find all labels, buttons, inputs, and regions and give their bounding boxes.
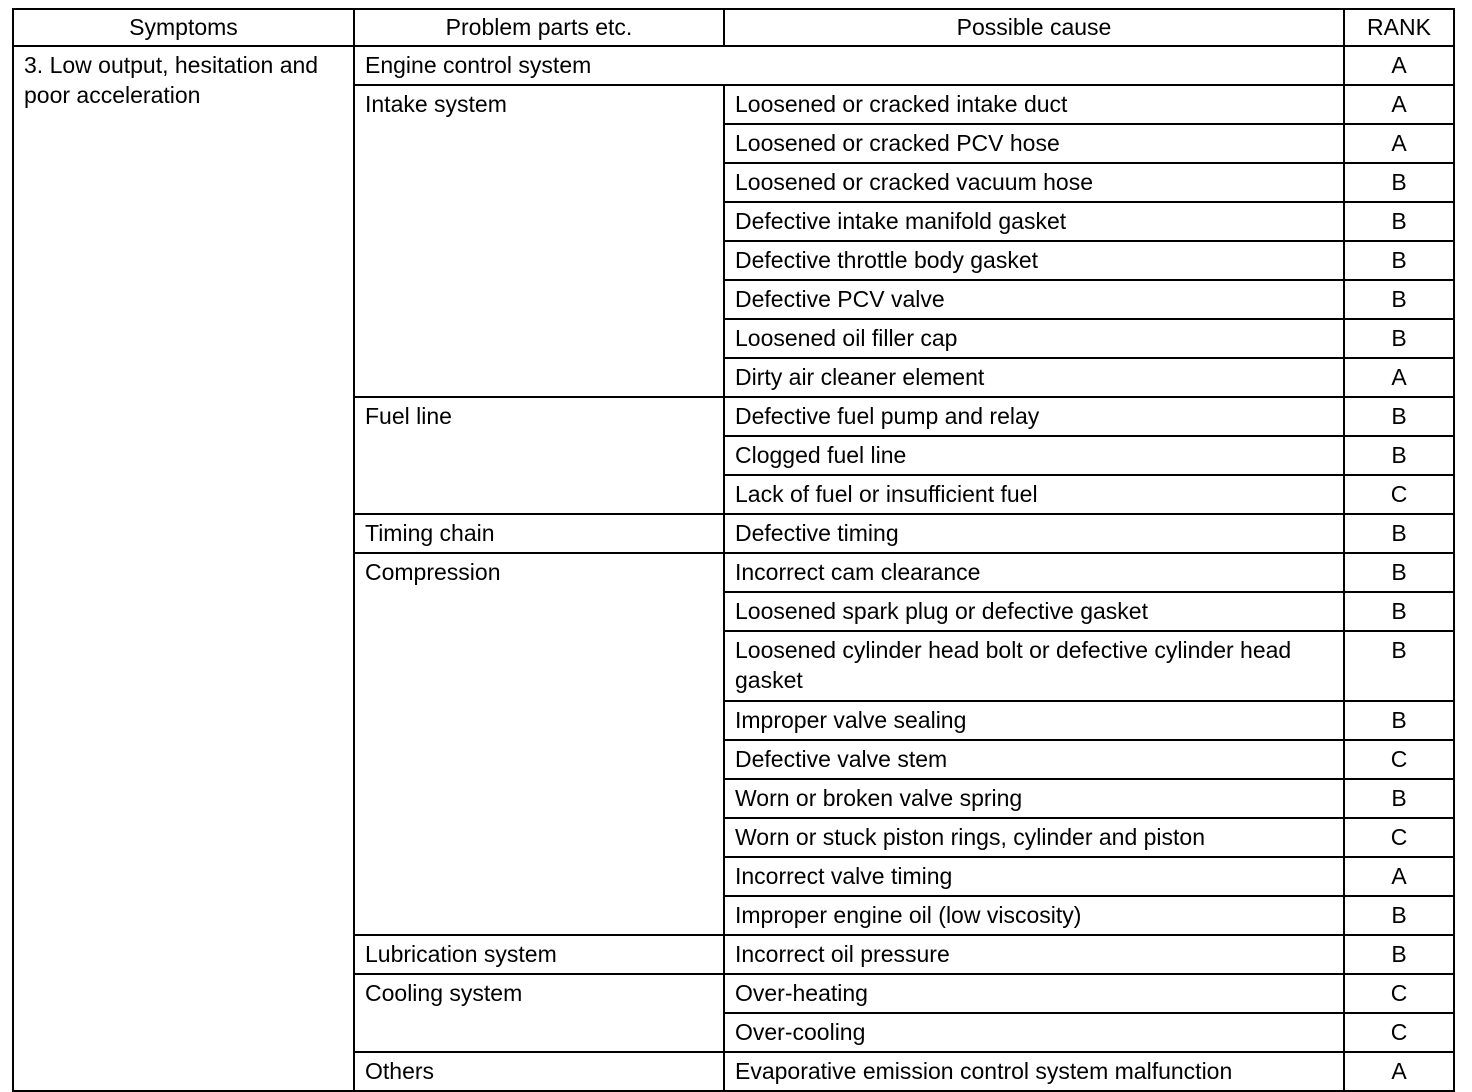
cause-cell: Loosened or cracked vacuum hose [724,163,1344,202]
rank-cell: C [1344,818,1454,857]
cause-cell: Improper valve sealing [724,701,1344,740]
cause-cell: Defective fuel pump and relay [724,397,1344,436]
rank-cell: C [1344,475,1454,514]
part-cell: Timing chain [354,514,724,553]
cause-cell: Worn or broken valve spring [724,779,1344,818]
cause-cell: Loosened or cracked PCV hose [724,124,1344,163]
part-cell: Intake system [354,85,724,397]
rank-cell: A [1344,857,1454,896]
rank-cell: A [1344,1052,1454,1091]
cause-cell: Loosened oil filler cap [724,319,1344,358]
rank-cell: C [1344,1013,1454,1052]
cause-cell: Over-heating [724,974,1344,1013]
cause-cell: Defective timing [724,514,1344,553]
rank-cell: B [1344,319,1454,358]
rank-cell: A [1344,85,1454,124]
rank-cell: B [1344,701,1454,740]
cause-cell: Defective PCV valve [724,280,1344,319]
rank-cell: C [1344,740,1454,779]
part-cell: Lubrication system [354,935,724,974]
cause-cell: Incorrect valve timing [724,857,1344,896]
rank-cell: B [1344,514,1454,553]
table-row [13,46,1454,85]
rank-cell: B [1344,397,1454,436]
cause-cell: Lack of fuel or insufficient fuel [724,475,1344,514]
rank-cell: B [1344,592,1454,631]
rank-cell: B [1344,436,1454,475]
cause-cell: Improper engine oil (low viscosity) [724,896,1344,935]
rank-cell: A [1344,46,1454,85]
rank-cell: C [1344,974,1454,1013]
cause-cell: Defective throttle body gasket [724,241,1344,280]
rank-cell: B [1344,631,1454,701]
cause-cell: Incorrect oil pressure [724,935,1344,974]
part-cell: Compression [354,553,724,935]
cause-cell: Clogged fuel line [724,436,1344,475]
cause-cell: Loosened spark plug or defective gasket [724,592,1344,631]
part-cell: Fuel line [354,397,724,514]
rank-cell: A [1344,124,1454,163]
rank-cell: B [1344,779,1454,818]
part-cell: Others [354,1052,724,1091]
rank-cell: B [1344,163,1454,202]
header-rank: RANK [1344,9,1454,46]
rank-cell: B [1344,280,1454,319]
rank-cell: B [1344,935,1454,974]
rank-cell: B [1344,896,1454,935]
cause-cell: Over-cooling [724,1013,1344,1052]
cause-cell: Loosened cylinder head bolt or defective cylinder head gasket [724,631,1344,701]
rank-cell: B [1344,202,1454,241]
part-cell: Cooling system [354,974,724,1052]
cause-cell: Worn or stuck piston rings, cylinder and piston [724,818,1344,857]
cause-cell: Incorrect cam clearance [724,553,1344,592]
symptom-cell: 3. Low output, hesitation and poor acceleration [13,46,354,1091]
diagnosis-table [12,8,1455,1092]
header-problem-parts: Problem parts etc. [354,9,724,46]
part-cell: Engine control system [354,46,1344,85]
cause-cell: Dirty air cleaner element [724,358,1344,397]
cause-cell: Defective intake manifold gasket [724,202,1344,241]
cause-cell: Defective valve stem [724,740,1344,779]
header-possible-cause: Possible cause [724,9,1344,46]
cause-cell: Evaporative emission control system malfunction [724,1052,1344,1091]
header-symptoms: Symptoms [13,9,354,46]
rank-cell: B [1344,241,1454,280]
header-row [13,9,1454,46]
rank-cell: B [1344,553,1454,592]
rank-cell: A [1344,358,1454,397]
cause-cell: Loosened or cracked intake duct [724,85,1344,124]
